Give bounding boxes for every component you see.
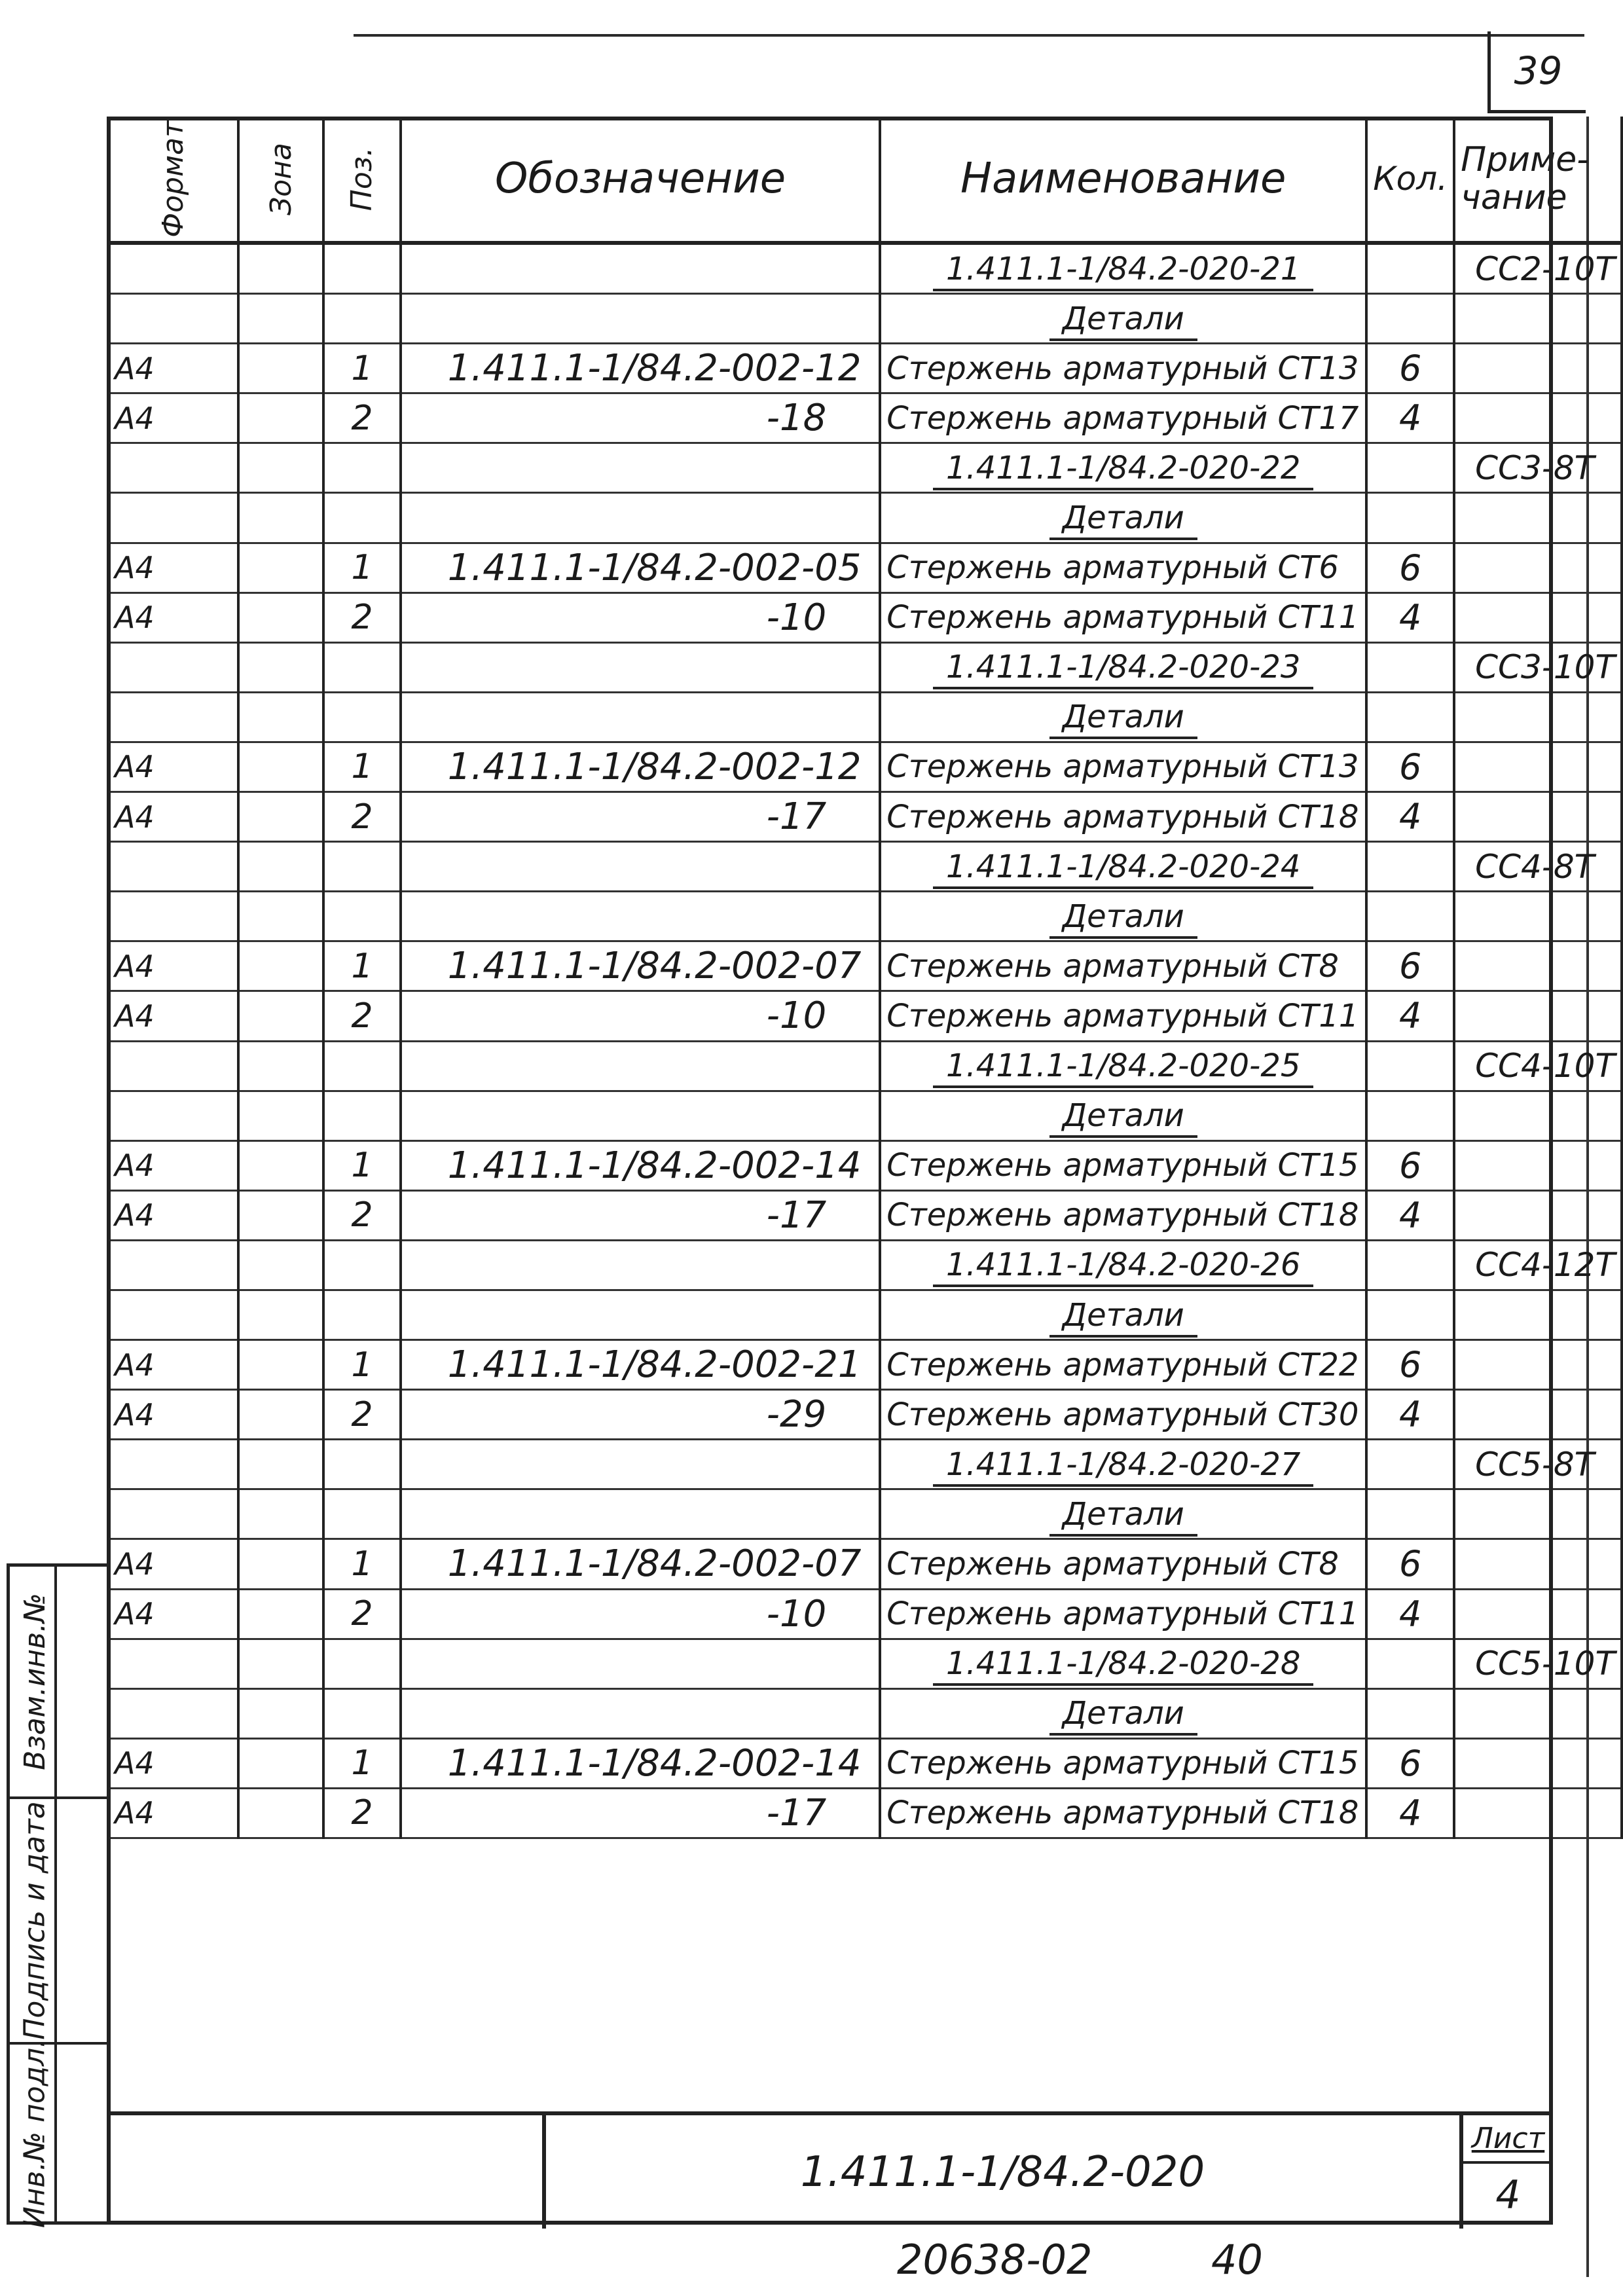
sheet-box bbox=[1459, 2115, 1553, 2229]
cell-name: Стержень арматурный СТ18 bbox=[880, 1190, 1366, 1240]
cell-name: Стержень арматурный СТ30 bbox=[880, 1390, 1366, 1440]
drawing-frame bbox=[107, 117, 1553, 2225]
cell-designation: 1.411.1-1/84.2-002-12 bbox=[401, 742, 881, 792]
cell-note: СС3-10Т bbox=[1454, 642, 1622, 692]
header-designation: Обозначение bbox=[401, 117, 881, 243]
cell-qty: 4 bbox=[1366, 1788, 1454, 1838]
cell-format: А4 bbox=[108, 941, 238, 991]
cell-format: А4 bbox=[108, 344, 238, 393]
cell-designation: -17 bbox=[401, 1190, 881, 1240]
cell-pos: 1 bbox=[323, 1340, 400, 1390]
header-format: Формат bbox=[108, 117, 238, 243]
cell-note: СС5-10Т bbox=[1454, 1639, 1622, 1688]
cell-format: А4 bbox=[108, 1738, 238, 1788]
cell-qty: 6 bbox=[1366, 941, 1454, 991]
stamp-label-replaced: Взам.инв.№ bbox=[15, 1567, 57, 1796]
document-code: 1.411.1-1/84.2-020 bbox=[800, 2147, 1205, 2196]
cell-pos: 2 bbox=[323, 1390, 400, 1440]
cell-designation: 1.411.1-1/84.2-002-21 bbox=[401, 1340, 881, 1390]
section-heading: Детали bbox=[1049, 1097, 1197, 1138]
cell-format: А4 bbox=[108, 991, 238, 1041]
section-heading: Детали bbox=[1049, 301, 1197, 341]
title-block bbox=[107, 2111, 1553, 2225]
cell-qty: 6 bbox=[1366, 742, 1454, 792]
cell-designation: 1.411.1-1/84.2-002-07 bbox=[401, 1539, 881, 1589]
cell-pos: 1 bbox=[323, 543, 400, 592]
cell-format: А4 bbox=[108, 592, 238, 642]
header-zone: Зона bbox=[238, 117, 324, 243]
cell-qty: 6 bbox=[1366, 1738, 1454, 1788]
cell-designation: -17 bbox=[401, 1788, 881, 1838]
section-heading: 1.411.1-1/84.2-020-21 bbox=[933, 251, 1313, 291]
left-stamp-block bbox=[7, 1563, 107, 2228]
cell-name: Стержень арматурный СТ13 bbox=[880, 344, 1366, 393]
header-note: Приме-чание bbox=[1454, 117, 1622, 243]
cell-designation: 1.411.1-1/84.2-002-12 bbox=[401, 344, 881, 393]
cell-format: А4 bbox=[108, 1140, 238, 1190]
cell-pos: 1 bbox=[323, 941, 400, 991]
cell-name: Стержень арматурный СТ6 bbox=[880, 543, 1366, 592]
cell-name: Стержень арматурный СТ22 bbox=[880, 1340, 1366, 1390]
cell-pos: 1 bbox=[323, 1539, 400, 1589]
cell-pos: 2 bbox=[323, 792, 400, 842]
cell-designation: 1.411.1-1/84.2-002-05 bbox=[401, 543, 881, 592]
header-pos: Поз. bbox=[323, 117, 400, 243]
section-heading: Детали bbox=[1049, 699, 1197, 739]
cell-qty: 6 bbox=[1366, 1340, 1454, 1390]
cell-format: А4 bbox=[108, 543, 238, 592]
cell-name: Стержень арматурный СТ11 bbox=[880, 592, 1366, 642]
section-heading: 1.411.1-1/84.2-020-22 bbox=[933, 450, 1313, 490]
page-total: 40 bbox=[1211, 2236, 1263, 2284]
cell-pos: 1 bbox=[323, 1738, 400, 1788]
section-heading: 1.411.1-1/84.2-020-23 bbox=[933, 649, 1313, 689]
cell-name: Стержень арматурный СТ8 bbox=[880, 1539, 1366, 1589]
section-heading: Детали bbox=[1049, 898, 1197, 939]
section-heading: 1.411.1-1/84.2-020-27 bbox=[933, 1446, 1313, 1487]
cell-designation: 1.411.1-1/84.2-002-14 bbox=[401, 1140, 881, 1190]
cell-pos: 2 bbox=[323, 592, 400, 642]
section-heading: Детали bbox=[1049, 1297, 1197, 1338]
cell-format: А4 bbox=[108, 1589, 238, 1639]
stamp-cell-replaced bbox=[10, 1567, 107, 1799]
cell-pos: 1 bbox=[323, 344, 400, 393]
cell-qty: 4 bbox=[1366, 1589, 1454, 1639]
cell-qty: 4 bbox=[1366, 592, 1454, 642]
cell-name: Стержень арматурный СТ11 bbox=[880, 1589, 1366, 1639]
cell-name: Стержень арматурный СТ17 bbox=[880, 393, 1366, 443]
cell-pos: 2 bbox=[323, 991, 400, 1041]
cell-note: СС5-8Т bbox=[1454, 1440, 1622, 1489]
section-heading: Детали bbox=[1049, 1496, 1197, 1537]
stamp-label-signature: Подпись и дата bbox=[15, 1799, 57, 2042]
cell-qty: 4 bbox=[1366, 1390, 1454, 1440]
header-name: Наименование bbox=[880, 117, 1366, 243]
stamp-cell-inventory bbox=[10, 2038, 107, 2228]
cell-pos: 2 bbox=[323, 1589, 400, 1639]
cell-format: А4 bbox=[108, 1788, 238, 1838]
cell-note: СС4-12Т bbox=[1454, 1240, 1622, 1290]
cell-name: Стержень арматурный СТ15 bbox=[880, 1140, 1366, 1190]
archive-number: 20638-02 bbox=[897, 2236, 1093, 2284]
cell-qty: 6 bbox=[1366, 1140, 1454, 1190]
section-heading: 1.411.1-1/84.2-020-26 bbox=[933, 1247, 1313, 1287]
section-heading: 1.411.1-1/84.2-020-25 bbox=[933, 1048, 1313, 1088]
cell-format: А4 bbox=[108, 1340, 238, 1390]
cell-name: Стержень арматурный СТ18 bbox=[880, 1788, 1366, 1838]
top-border-line bbox=[354, 34, 1584, 37]
cell-note: СС4-8Т bbox=[1454, 842, 1622, 892]
cell-designation: -10 bbox=[401, 1589, 881, 1639]
sheet-number: 4 bbox=[1495, 2172, 1521, 2218]
cell-format: А4 bbox=[108, 742, 238, 792]
cell-pos: 2 bbox=[323, 393, 400, 443]
cell-format: А4 bbox=[108, 1539, 238, 1589]
section-heading: Детали bbox=[1049, 1695, 1197, 1736]
cell-note: СС4-10Т bbox=[1454, 1041, 1622, 1091]
section-heading: 1.411.1-1/84.2-020-24 bbox=[933, 848, 1313, 889]
cell-name: Стержень арматурный СТ18 bbox=[880, 792, 1366, 842]
cell-designation: -18 bbox=[401, 393, 881, 443]
stamp-cell-signature bbox=[10, 1799, 107, 2045]
cell-qty: 6 bbox=[1366, 543, 1454, 592]
cell-format: А4 bbox=[108, 792, 238, 842]
cell-qty: 4 bbox=[1366, 393, 1454, 443]
cell-name: Стержень арматурный СТ13 bbox=[880, 742, 1366, 792]
section-heading: 1.411.1-1/84.2-020-28 bbox=[933, 1645, 1313, 1686]
cell-designation: -17 bbox=[401, 792, 881, 842]
cell-qty: 4 bbox=[1366, 1190, 1454, 1240]
cell-designation: -10 bbox=[401, 991, 881, 1041]
cell-name: Стержень арматурный СТ11 bbox=[880, 991, 1366, 1041]
cell-note: СС3-8Т bbox=[1454, 443, 1622, 493]
header-qty: Кол. bbox=[1366, 117, 1454, 243]
cell-pos: 2 bbox=[323, 1788, 400, 1838]
section-heading: Детали bbox=[1049, 500, 1197, 540]
cell-designation: 1.411.1-1/84.2-002-14 bbox=[401, 1738, 881, 1788]
cell-qty: 6 bbox=[1366, 344, 1454, 393]
cell-pos: 1 bbox=[323, 1140, 400, 1190]
cell-format: А4 bbox=[108, 1190, 238, 1240]
cell-qty: 6 bbox=[1366, 1539, 1454, 1589]
cell-format: А4 bbox=[108, 393, 238, 443]
cell-qty: 4 bbox=[1366, 792, 1454, 842]
cell-note: СС2-10Т bbox=[1454, 243, 1622, 294]
cell-designation: 1.411.1-1/84.2-002-07 bbox=[401, 941, 881, 991]
cell-pos: 2 bbox=[323, 1190, 400, 1240]
cell-designation: -10 bbox=[401, 592, 881, 642]
sheet-label: Лист bbox=[1463, 2115, 1553, 2164]
cell-name: Стержень арматурный СТ8 bbox=[880, 941, 1366, 991]
cell-designation: -29 bbox=[401, 1390, 881, 1440]
cell-qty: 4 bbox=[1366, 991, 1454, 1041]
page-number: 39 bbox=[1487, 31, 1586, 113]
cell-format: А4 bbox=[108, 1390, 238, 1440]
cell-name: Стержень арматурный СТ15 bbox=[880, 1738, 1366, 1788]
cell-pos: 1 bbox=[323, 742, 400, 792]
stamp-label-inventory: Инв.№ подл. bbox=[15, 2045, 57, 2221]
